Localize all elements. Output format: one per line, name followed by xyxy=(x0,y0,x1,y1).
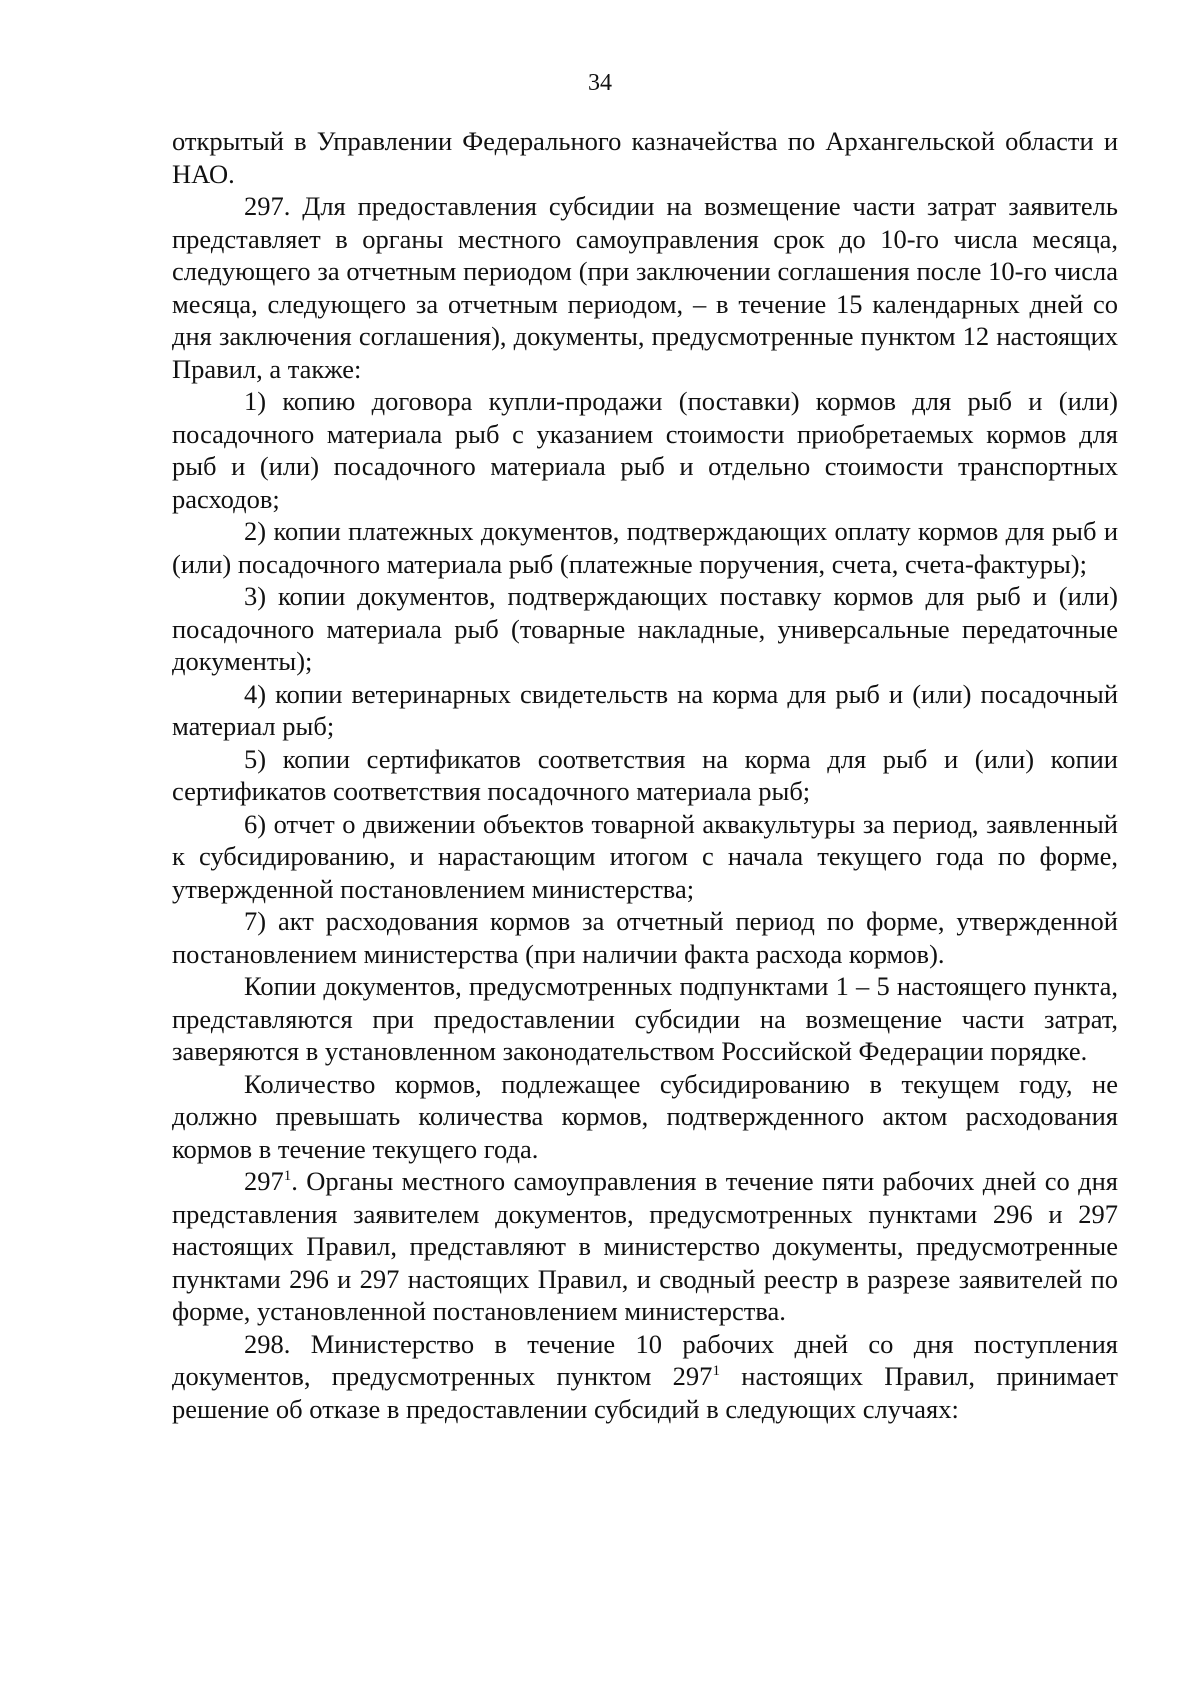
page-number: 34 xyxy=(588,70,612,96)
paragraph-continuation: открытый в Управлении Федерального казначейства по Архангельской области и НАО. xyxy=(172,126,1118,189)
paragraph-297: 297. Для предоставления субсидии на возмещение части затрат заявитель представляет в органы местного самоуправления срок до 10-го числа месяца, следующего за отчетным периодом (при заключении соглашения после 10-го числа месяца, следующего за отчетным периодом, – в течение 15 календарных дней со дня заключения соглашения), документы, предусмотренные пунктом 12 настоящих Правил, а также: xyxy=(172,191,1118,384)
paragraph-copies: Копии документов, предусмотренных подпунктами 1 – 5 настоящего пункта, представляются при предоставлении субсидии на возмещение части затрат, заверяются в установленном законодательством Российской Федерации порядке. xyxy=(172,971,1118,1066)
paragraph-297-1-text: . Органы местного самоуправления в течение пяти рабочих дней со дня представления заявителем документов, предусмотренных пунктами 296 и 297 настоящих Правил, представляют в министерство документы, предусмотренные пунктами 296 и 297 настоящих Правил, и сводный реестр в разрезе заявителей по форме, установленной постановлением министерства. xyxy=(172,1166,1118,1326)
paragraph-298-start: 298. Министерство в течение 10 рабочих дней со дня поступления документов, предусмотренных пунктом 297 xyxy=(172,1328,1118,1391)
paragraph-298-end: настоящих Правил, принимает решение об отказе в предоставлении субсидий в следующих случаях: xyxy=(172,1361,1118,1424)
paragraph-297-1-number: 297 xyxy=(244,1166,284,1196)
document-body xyxy=(172,125,1118,1425)
list-item-2: 2) копии платежных документов, подтверждающих оплату кормов для рыб и (или) посадочного материала рыб (платежные поручения, счета, счета-фактуры); xyxy=(172,516,1118,579)
list-item-7: 7) акт расходования кормов за отчетный период по форме, утвержденной постановлением министерства (при наличии факта расхода кормов). xyxy=(172,906,1118,969)
paragraph-feed-quantity: Количество кормов, подлежащее субсидированию в текущем году, не должно превышать количества кормов, подтвержденного актом расходования кормов в течение текущего года. xyxy=(172,1068,1118,1164)
superscript-1: 1 xyxy=(712,1363,720,1380)
list-item-6: 6) отчет о движении объектов товарной аквакультуры за период, заявленный к субсидированию, и нарастающим итогом с начала текущего года по форме, утвержденной постановлением министерства; xyxy=(172,808,1118,904)
paragraph-297-1 xyxy=(172,1165,1118,1328)
paragraph-298 xyxy=(172,1328,1118,1426)
list-item-5: 5) копии сертификатов соответствия на корма для рыб и (или) копии сертификатов соответствия посадочного материала рыб; xyxy=(172,743,1118,806)
list-item-3: 3) копии документов, подтверждающих поставку кормов для рыб и (или) посадочного материала рыб (товарные накладные, универсальные передаточные документы); xyxy=(172,581,1118,676)
list-item-4: 4) копии ветеринарных свидетельств на корма для рыб и (или) посадочный материал рыб; xyxy=(172,678,1118,741)
superscript-1: 1 xyxy=(283,1168,292,1185)
list-item-1: 1) копию договора купли-продажи (поставки) кормов для рыб и (или) посадочного материала рыб с указанием стоимости приобретаемых кормов для рыб и (или) посадочного материала рыб и отдельно стоимости транспортных расходов; xyxy=(172,386,1118,514)
